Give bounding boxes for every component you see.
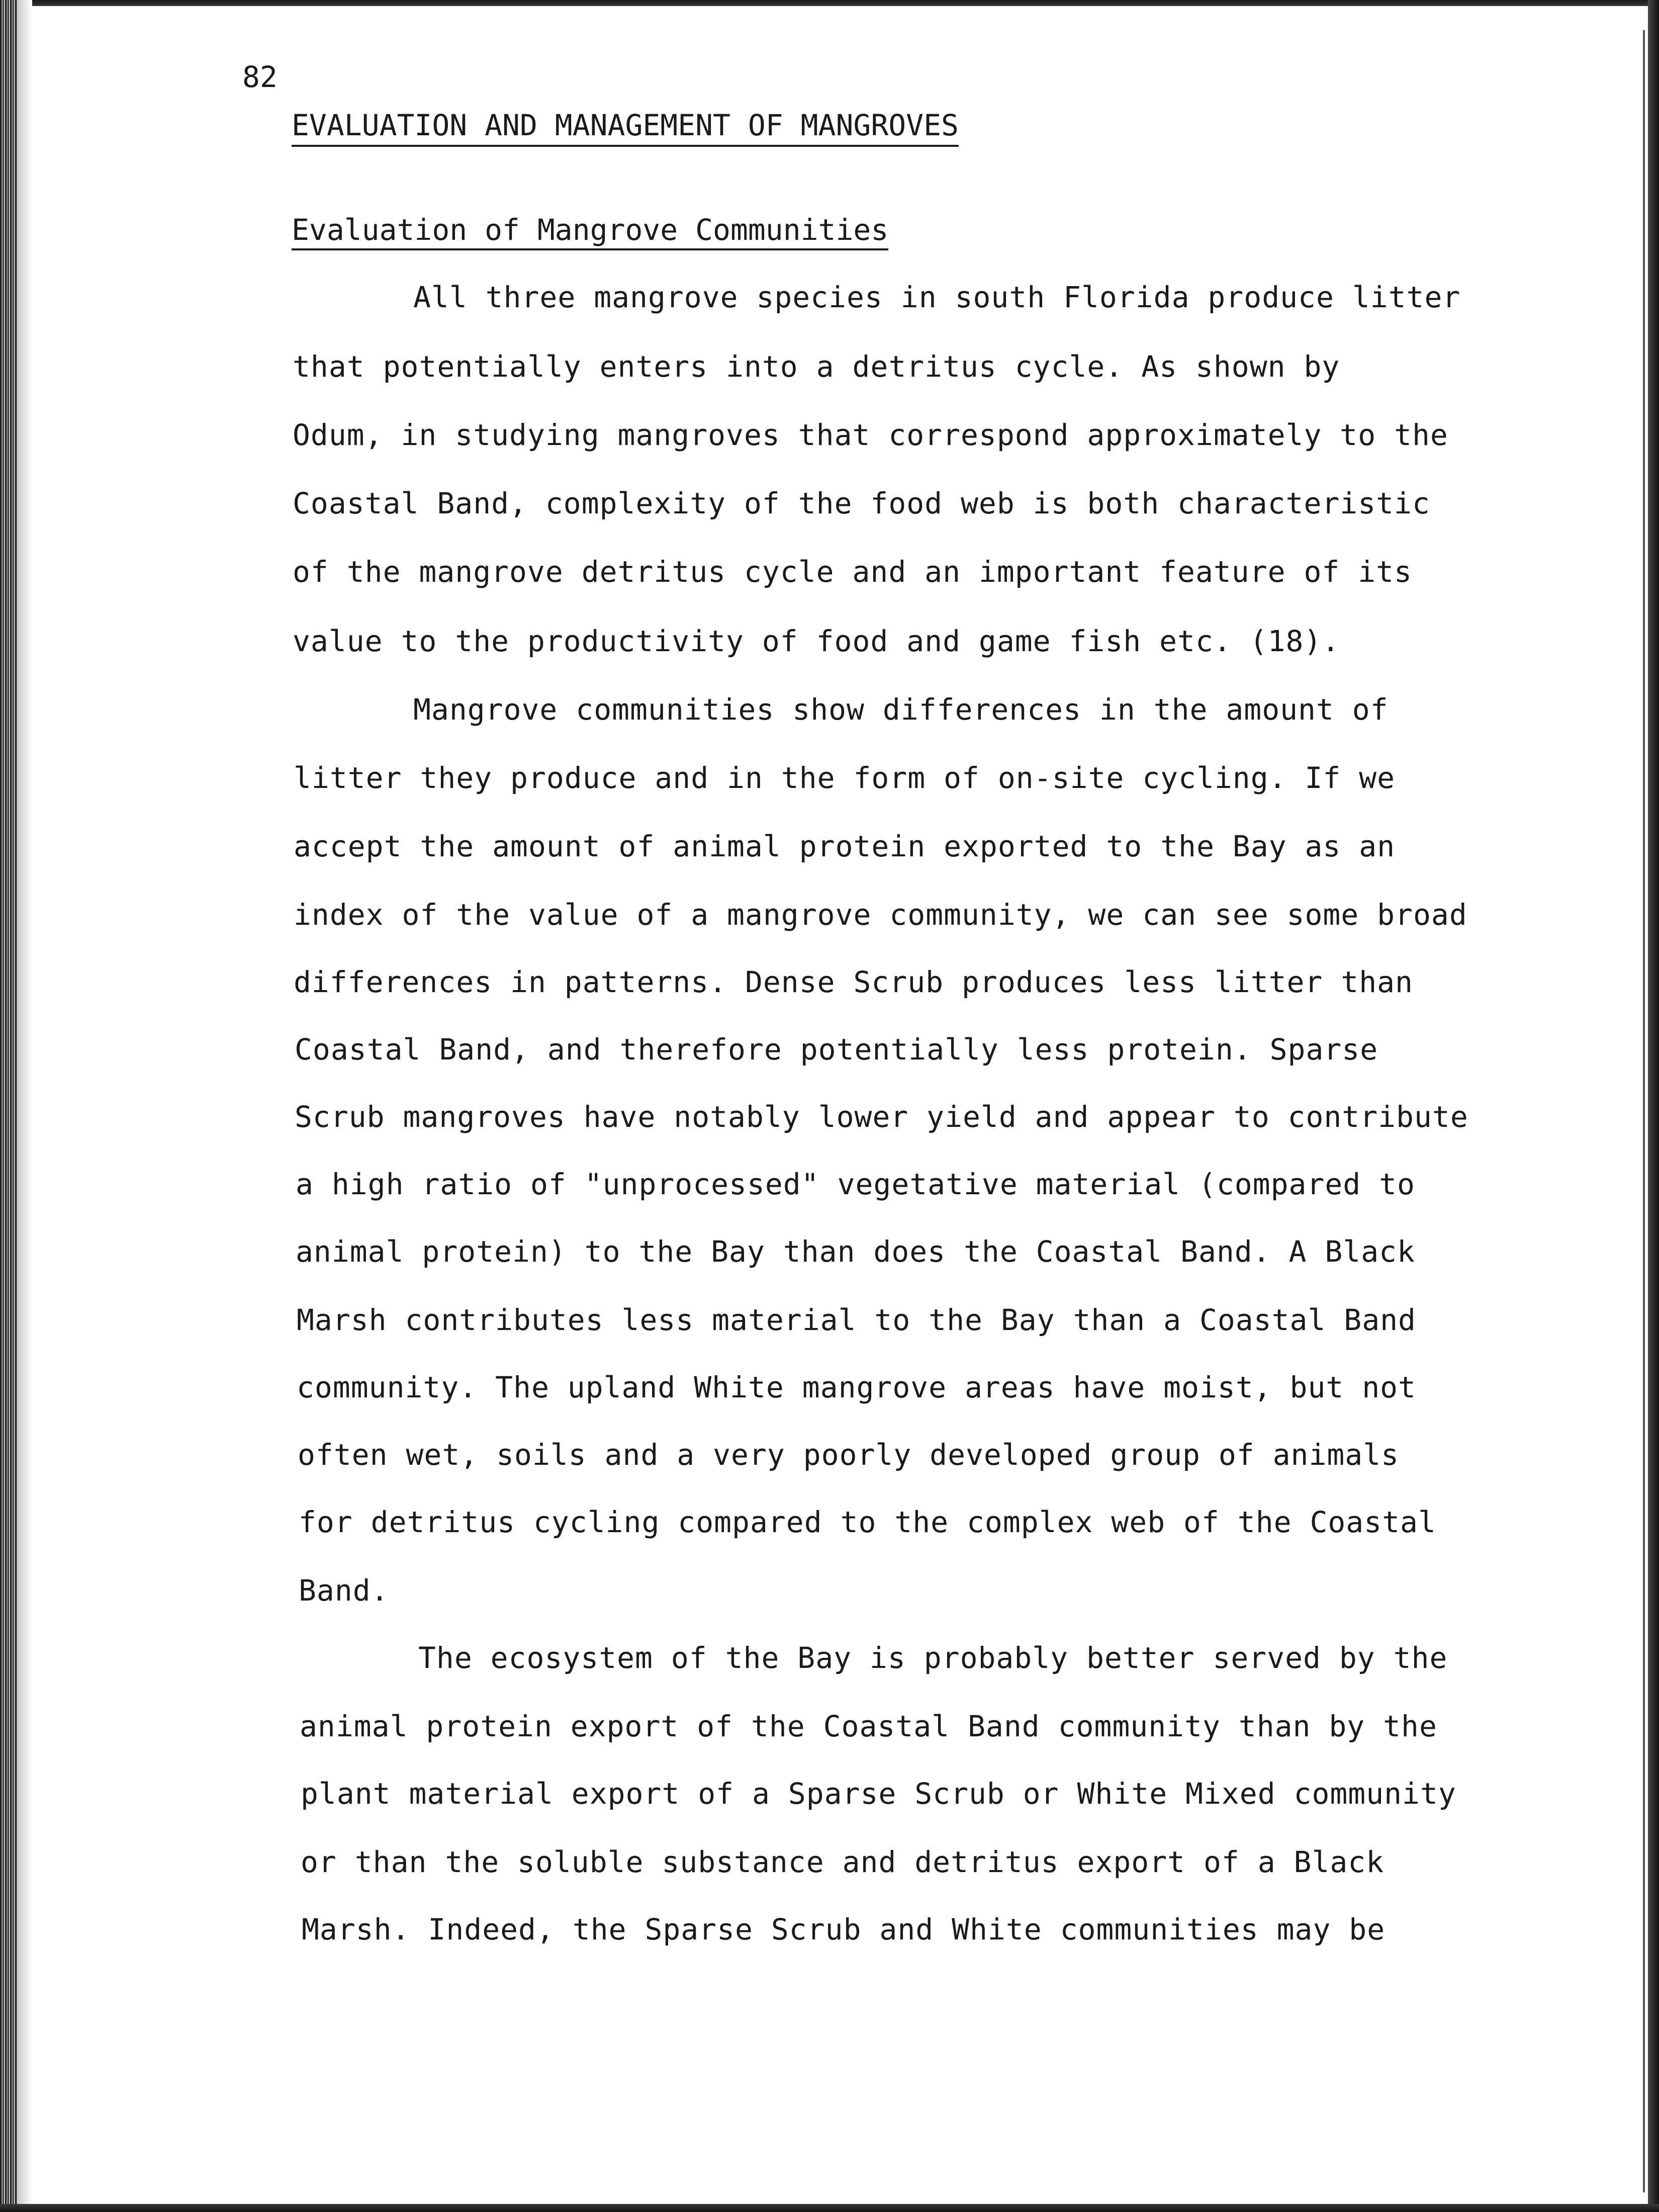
body-line: often wet, soils and a very poorly developed group of animals xyxy=(298,1438,1400,1472)
body-line: Marsh contributes less material to the Bay than a Coastal Band xyxy=(297,1303,1416,1337)
body-line: or than the soluble substance and detritus export of a Black xyxy=(301,1845,1385,1879)
page-number: 82 xyxy=(242,60,278,94)
body-line: community. The upland White mangrove areas have moist, but not xyxy=(297,1370,1416,1404)
page-edge-line xyxy=(1643,30,1645,2192)
body-line: that potentially enters into a detritus cycle. As shown by xyxy=(293,349,1340,384)
body-line: Coastal Band, complexity of the food web is both characteristic xyxy=(293,486,1430,520)
scan-edge-bottom xyxy=(0,2204,1659,2212)
body-line: Coastal Band, and therefore potentially less protein. Sparse xyxy=(295,1032,1378,1067)
body-line: animal protein export of the Coastal Band community than by the xyxy=(300,1709,1437,1743)
section-heading: Evaluation of Mangrove Communities xyxy=(292,215,888,250)
body-line: of the mangrove detritus cycle and an important feature of its xyxy=(293,555,1412,589)
body-line: index of the value of a mangrove community, we can see some broad xyxy=(294,898,1467,932)
body-line: plant material export of a Sparse Scrub or White Mixed community xyxy=(301,1777,1456,1811)
body-line: for detritus cycling compared to the complex web of the Coastal xyxy=(299,1505,1436,1539)
body-line: Mangrove communities show differences in the amount of xyxy=(413,692,1389,727)
body-line: animal protein) to the Bay than does the Coastal Band. A Black xyxy=(296,1234,1415,1269)
body-line: Marsh. Indeed, the Sparse Scrub and White communities may be xyxy=(302,1912,1386,1946)
binding-shadow xyxy=(17,0,32,2212)
body-line: Scrub mangroves have notably lower yield and appear to contribute xyxy=(295,1100,1468,1134)
scan-edge-right xyxy=(1648,0,1659,2212)
body-line: a high ratio of "unprocessed" vegetative material (compared to xyxy=(296,1167,1415,1201)
body-line: Odum, in studying mangroves that correspond approximately to the xyxy=(293,418,1448,452)
body-line: All three mangrove species in south Florida produce litter xyxy=(413,280,1461,314)
body-line: Band. xyxy=(299,1573,389,1608)
body-line: litter they produce and in the form of on-site cycling. If we xyxy=(294,761,1396,795)
scan-edge-top xyxy=(0,0,1659,6)
body-line: The ecosystem of the Bay is probably better served by the xyxy=(418,1641,1448,1675)
body-line: accept the amount of animal protein exported to the Bay as an xyxy=(294,829,1396,863)
body-line: differences in patterns. Dense Scrub produces less litter than xyxy=(294,965,1413,999)
body-line: value to the productivity of food and game fish etc. (18). xyxy=(293,624,1340,658)
book-binding-edge xyxy=(0,0,17,2212)
running-head: EVALUATION AND MANAGEMENT OF MANGROVES xyxy=(292,111,959,147)
